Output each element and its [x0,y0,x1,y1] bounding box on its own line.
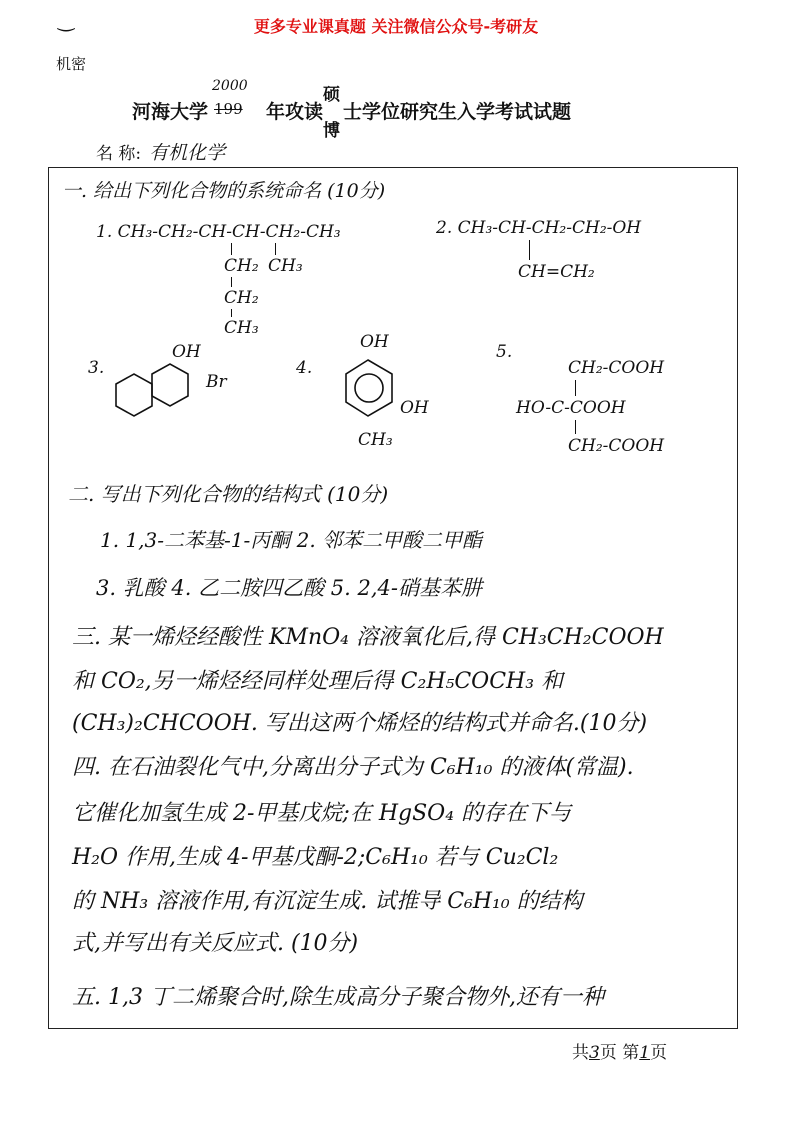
q1-s5-l3: CH₂-COOH [568,436,665,456]
q4-line3: H₂O 作用,生成 4-甲基戊酮-2;C₆H₁₀ 若与 Cu₂Cl₂ [72,845,559,870]
q1-s4-oh2: OH [400,398,429,418]
q1-s4-oh1: OH [360,332,389,352]
degree-doctor: 博 [323,121,341,141]
q1-s1-b1: CH₂ [224,256,259,276]
benzene-ring-icon [340,356,400,426]
year-corrected: 2000 [212,78,248,94]
q5-line1: 五. 1,3 丁二烯聚合时,除生成高分子聚合物外,还有一种 [72,985,604,1010]
q1-s2-b1: CH=CH₂ [518,262,595,282]
bond-line [231,309,232,317]
q1-s3-br: Br [206,372,227,392]
subject-line [96,138,225,165]
q1-s3-num: 3. [88,358,105,378]
promo-banner: 更多专业课真题 关注微信公众号-考研友 [253,17,539,36]
q4-line2: 它催化加氢生成 2-甲基戊烷;在 HgSO₄ 的存在下与 [72,801,572,826]
q2-line2: 3. 乳酸 4. 乙二胺四乙酸 5. 2,4-硝基苯肼 [96,576,482,600]
q4-line5: 式,并写出有关反应式. (10分) [72,931,359,956]
q4-line4: 的 NH₃ 溶液作用,有沉淀生成. 试推导 C₆H₁₀ 的结构 [72,889,583,914]
bond-line [575,380,576,396]
year-struck: 199 [214,100,243,118]
q2-heading: 二. 写出下列化合物的结构式 (10分) [68,482,389,506]
subject-label: 名 称: [96,144,142,164]
q1-s2-main: 2. CH₃-CH-CH₂-CH₂-OH [436,218,642,238]
total-pages: 3 [589,1043,600,1063]
q3-line3: (CH₃)₂CHCOOH. 写出这两个烯烃的结构式并命名.(10分) [72,711,648,736]
q1-s1-main: 1. CH₃-CH₂-CH-CH-CH₂-CH₃ [96,222,341,242]
q1-s5-l2: HO-C-COOH [516,398,626,418]
q1-s3-oh: OH [172,342,201,362]
bond-line [575,420,576,434]
degree [323,85,343,141]
q2-line1: 1. 1,3-二苯基-1-丙酮 2. 邻苯二甲酸二甲酯 [100,528,483,552]
university: 河海大学 [132,101,209,123]
footer-total-pre: 共 [572,1043,589,1063]
naphthalene-ring-icon [112,362,212,436]
bond-line [275,243,276,255]
q1-s1-b3: CH₂ [224,288,259,308]
bond-line [529,240,530,260]
confidential-label: 机密 [56,55,87,73]
title-mid: 年攻读 [266,101,324,123]
title-end: 士学位研究生入学考试试题 [343,101,572,123]
q1-s4-num: 4. [296,358,313,378]
year [208,78,266,118]
bond-line [231,243,232,255]
bond-line [231,277,232,287]
page-footer [572,1038,667,1063]
degree-master: 硕 [323,85,341,105]
current-page: 1 [639,1043,651,1063]
q1-s5-num: 5. [496,342,513,362]
q1-s5-l1: CH₂-COOH [568,358,665,378]
q1-s1-b2: CH₃ [268,256,303,276]
q1-s1-b4: CH₃ [224,318,259,338]
q4-line1: 四. 在石油裂化气中,分离出分子式为 C₆H₁₀ 的液体(常温). [72,755,634,780]
exam-title [132,78,572,141]
subject-name: 有机化学 [149,142,226,164]
q1-heading: 一. 给出下列化合物的系统命名 (10分) [62,180,386,202]
footer-page-post: 页 [650,1043,668,1063]
q3-line1: 三. 某一烯烃经酸性 KMnO₄ 溶液氧化后,得 CH₃CH₂COOH [72,625,664,650]
check-mark: ‿ [58,8,75,32]
footer-total-post: 页 第 [599,1043,640,1063]
q3-line2: 和 CO₂,另一烯烃经同样处理后得 C₂H₅COCH₃ 和 [72,669,564,694]
q1-s4-ch3: CH₃ [358,430,393,450]
